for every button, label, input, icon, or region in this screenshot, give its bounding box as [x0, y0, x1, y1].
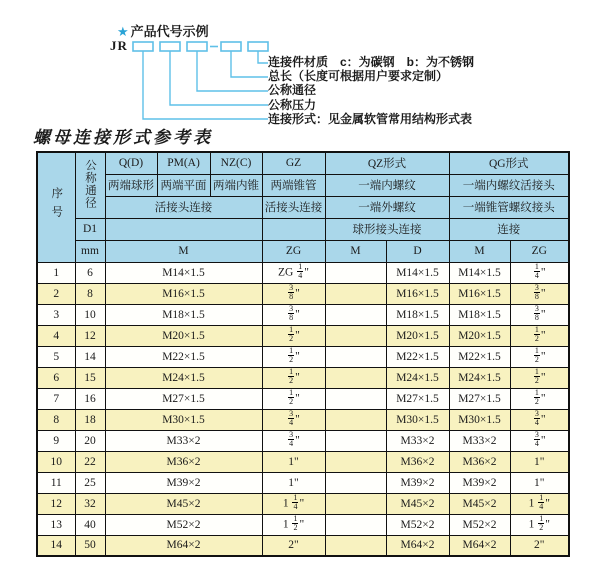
header-qg-zg: ZG	[510, 240, 569, 262]
cell-qg-zg: $\frac{3}{8}$ "	[510, 283, 569, 304]
cell-qz-m	[325, 493, 386, 514]
cell-qz-d: M33×2	[386, 430, 449, 451]
header-mm: mm	[75, 240, 105, 262]
cell-qg-zg: 1 $\frac{1}{2}$ "	[510, 514, 569, 535]
cell-m: M22×1.5	[105, 346, 262, 367]
cell-dn: 16	[75, 388, 105, 409]
cell-serial: 5	[37, 346, 75, 367]
cell-qg-m: M27×1.5	[449, 388, 510, 409]
cell-qg-m: M30×1.5	[449, 409, 510, 430]
cell-dn: 8	[75, 283, 105, 304]
cell-qz-m	[325, 409, 386, 430]
cell-dn: 40	[75, 514, 105, 535]
cell-zg: $\frac{1}{2}$ "	[262, 325, 325, 346]
cell-qg-zg: $\frac{1}{2}$ "	[510, 388, 569, 409]
cell-zg: 1 $\frac{1}{2}$ "	[262, 514, 325, 535]
header-qd-desc: 两端球形	[105, 174, 157, 196]
cell-qz-m	[325, 451, 386, 472]
cell-serial: 11	[37, 472, 75, 493]
cell-qg-zg: $\frac{3}{4}$ "	[510, 430, 569, 451]
cell-zg: ZG $\frac{1}{4}$ "	[262, 262, 325, 283]
cell-dn: 14	[75, 346, 105, 367]
cell-qg-zg: 1"	[510, 451, 569, 472]
table-row	[37, 472, 569, 493]
cell-qz-m	[325, 304, 386, 325]
cell-qz-m	[325, 514, 386, 535]
cell-serial: 7	[37, 388, 75, 409]
table-row	[37, 514, 569, 535]
cell-qz-d: M27×1.5	[386, 388, 449, 409]
cell-dn: 15	[75, 367, 105, 388]
cell-qz-m	[325, 346, 386, 367]
cell-qz-m	[325, 472, 386, 493]
cell-qg-zg: 1"	[510, 472, 569, 493]
cell-qg-m: M64×2	[449, 535, 510, 556]
header-blank-left	[105, 218, 262, 240]
cell-zg: 1"	[262, 451, 325, 472]
cell-dn: 50	[75, 535, 105, 556]
table-row	[37, 367, 569, 388]
cell-qg-zg: 2"	[510, 535, 569, 556]
header-qz-d: D	[386, 240, 449, 262]
cell-serial: 3	[37, 304, 75, 325]
code-label-form: 连接形式：见金属软管常用结构形式表	[268, 111, 473, 126]
code-labels	[268, 55, 474, 126]
cell-qz-d: M16×1.5	[386, 283, 449, 304]
table-row	[37, 388, 569, 409]
cell-zg: $\frac{1}{2}$ "	[262, 346, 325, 367]
cell-dn: 10	[75, 304, 105, 325]
cell-m: M52×2	[105, 514, 262, 535]
cell-dn: 12	[75, 325, 105, 346]
cell-zg: 1"	[262, 472, 325, 493]
cell-zg: $\frac{3}{4}$ "	[262, 430, 325, 451]
star-icon: ★	[117, 24, 129, 39]
header-zg: ZG	[262, 240, 325, 262]
table-row	[37, 346, 569, 367]
cell-qz-m	[325, 325, 386, 346]
cell-serial: 9	[37, 430, 75, 451]
header-qg-desc2: 一端锥管螺纹接头	[449, 196, 569, 218]
cell-qz-d: M64×2	[386, 535, 449, 556]
cell-qg-zg: 1 $\frac{1}{4}$ "	[510, 493, 569, 514]
cell-serial: 12	[37, 493, 75, 514]
code-label-diameter: 公称通径	[268, 83, 317, 98]
cell-qg-m: M33×2	[449, 430, 510, 451]
header-m: M	[105, 240, 262, 262]
cell-serial: 14	[37, 535, 75, 556]
cell-m: M24×1.5	[105, 367, 262, 388]
code-label-length: 总长（长度可根据用户要求定制）	[268, 69, 449, 84]
cell-m: M14×1.5	[105, 262, 262, 283]
cell-qg-m: M20×1.5	[449, 325, 510, 346]
cell-dn: 18	[75, 409, 105, 430]
diagram-title-text: 产品代号示例	[130, 24, 209, 39]
code-boxes-and-lines-icon	[128, 38, 273, 133]
cell-m: M16×1.5	[105, 283, 262, 304]
header-qg-desc3: 连接	[449, 218, 569, 240]
cell-zg: $\frac{3}{4}$ "	[262, 409, 325, 430]
cell-m: M33×2	[105, 430, 262, 451]
cell-m: M64×2	[105, 535, 262, 556]
header-gz: GZ	[262, 152, 325, 174]
header-qz-desc2: 一端外螺纹	[325, 196, 449, 218]
cell-zg: $\frac{3}{8}$ "	[262, 304, 325, 325]
header-qz: QZ形式	[325, 152, 449, 174]
cell-serial: 13	[37, 514, 75, 535]
cell-qg-m: M39×2	[449, 472, 510, 493]
cell-zg: $\frac{3}{8}$ "	[262, 283, 325, 304]
cell-qz-m	[325, 388, 386, 409]
cell-qz-d: M24×1.5	[386, 367, 449, 388]
cell-qz-m	[325, 283, 386, 304]
cell-m: M36×2	[105, 451, 262, 472]
cell-qg-zg: $\frac{1}{2}$ "	[510, 325, 569, 346]
header-pma: PM(A)	[157, 152, 210, 174]
cell-m: M45×2	[105, 493, 262, 514]
cell-serial: 6	[37, 367, 75, 388]
cell-qg-m: M16×1.5	[449, 283, 510, 304]
header-nominal-diameter: 公称通径	[75, 152, 105, 218]
cell-qz-d: M39×2	[386, 472, 449, 493]
cell-qg-zg: $\frac{1}{2}$ "	[510, 367, 569, 388]
cell-qg-m: M52×2	[449, 514, 510, 535]
cell-qz-d: M22×1.5	[386, 346, 449, 367]
table-header	[37, 152, 569, 262]
header-qz-m: M	[325, 240, 386, 262]
cell-serial: 1	[37, 262, 75, 283]
cell-m: M39×2	[105, 472, 262, 493]
table-row	[37, 493, 569, 514]
cell-serial: 8	[37, 409, 75, 430]
cell-serial: 10	[37, 451, 75, 472]
cell-qz-m	[325, 262, 386, 283]
cell-qz-m	[325, 367, 386, 388]
cell-qg-m: M14×1.5	[449, 262, 510, 283]
header-qd: Q(D)	[105, 152, 157, 174]
cell-zg: 1 $\frac{1}{4}$ "	[262, 493, 325, 514]
code-label-pressure: 公称压力	[268, 97, 317, 112]
table-row	[37, 535, 569, 556]
header-pma-desc: 两端平面	[157, 174, 210, 196]
cell-qz-d: M36×2	[386, 451, 449, 472]
header-serial: 序号	[37, 152, 75, 262]
cell-qg-m: M36×2	[449, 451, 510, 472]
table-row	[37, 451, 569, 472]
cell-zg: 2"	[262, 535, 325, 556]
cell-qz-m	[325, 430, 386, 451]
cell-qg-m: M22×1.5	[449, 346, 510, 367]
table-row	[37, 430, 569, 451]
cell-qg-m: M18×1.5	[449, 304, 510, 325]
cell-dn: 6	[75, 262, 105, 283]
cell-serial: 4	[37, 325, 75, 346]
cell-qz-d: M14×1.5	[386, 262, 449, 283]
cell-m: M18×1.5	[105, 304, 262, 325]
header-qg-m: M	[449, 240, 510, 262]
header-nzc: NZ(C)	[210, 152, 262, 174]
cell-qz-d: M20×1.5	[386, 325, 449, 346]
cell-dn: 25	[75, 472, 105, 493]
cell-qg-zg: $\frac{3}{4}$ "	[510, 409, 569, 430]
cell-m: M30×1.5	[105, 409, 262, 430]
cell-dn: 20	[75, 430, 105, 451]
header-d1: D1	[75, 218, 105, 240]
header-blank-gz	[262, 218, 325, 240]
header-qz-desc3: 球形接头连接	[325, 218, 449, 240]
header-qg: QG形式	[449, 152, 569, 174]
cell-qg-m: M45×2	[449, 493, 510, 514]
header-qg-desc1: 一端内螺纹活接头	[449, 174, 569, 196]
cell-qg-zg: $\frac{3}{8}$ "	[510, 304, 569, 325]
cell-qz-d: M30×1.5	[386, 409, 449, 430]
reference-table	[36, 151, 570, 557]
table-row	[37, 409, 569, 430]
page-title: 螺母连接形式参考表	[33, 128, 213, 148]
table-body	[37, 262, 569, 556]
header-gz-connection: 活接头连接	[262, 196, 325, 218]
table-row	[37, 304, 569, 325]
header-qz-desc1: 一端内螺纹	[325, 174, 449, 196]
code-prefix: JR	[110, 38, 128, 53]
header-gz-desc: 两端锥管	[262, 174, 325, 196]
cell-qz-d: M45×2	[386, 493, 449, 514]
code-label-material: 连接件材质 c：为碳钢 b：为不锈钢	[268, 55, 475, 69]
cell-m: M20×1.5	[105, 325, 262, 346]
header-nzc-desc: 两端内锥	[210, 174, 262, 196]
header-union-connection: 活接头连接	[105, 196, 262, 218]
cell-zg: $\frac{1}{2}$ "	[262, 388, 325, 409]
table-row	[37, 325, 569, 346]
cell-dn: 32	[75, 493, 105, 514]
cell-qz-d: M52×2	[386, 514, 449, 535]
cell-qg-zg: $\frac{1}{2}$ "	[510, 346, 569, 367]
cell-m: M27×1.5	[105, 388, 262, 409]
cell-dn: 22	[75, 451, 105, 472]
cell-qg-m: M24×1.5	[449, 367, 510, 388]
table-row	[37, 283, 569, 304]
cell-serial: 2	[37, 283, 75, 304]
table-row	[37, 262, 569, 283]
cell-qz-m	[325, 535, 386, 556]
cell-zg: $\frac{1}{2}$ "	[262, 367, 325, 388]
cell-qz-d: M18×1.5	[386, 304, 449, 325]
cell-qg-zg: $\frac{1}{4}$ "	[510, 262, 569, 283]
